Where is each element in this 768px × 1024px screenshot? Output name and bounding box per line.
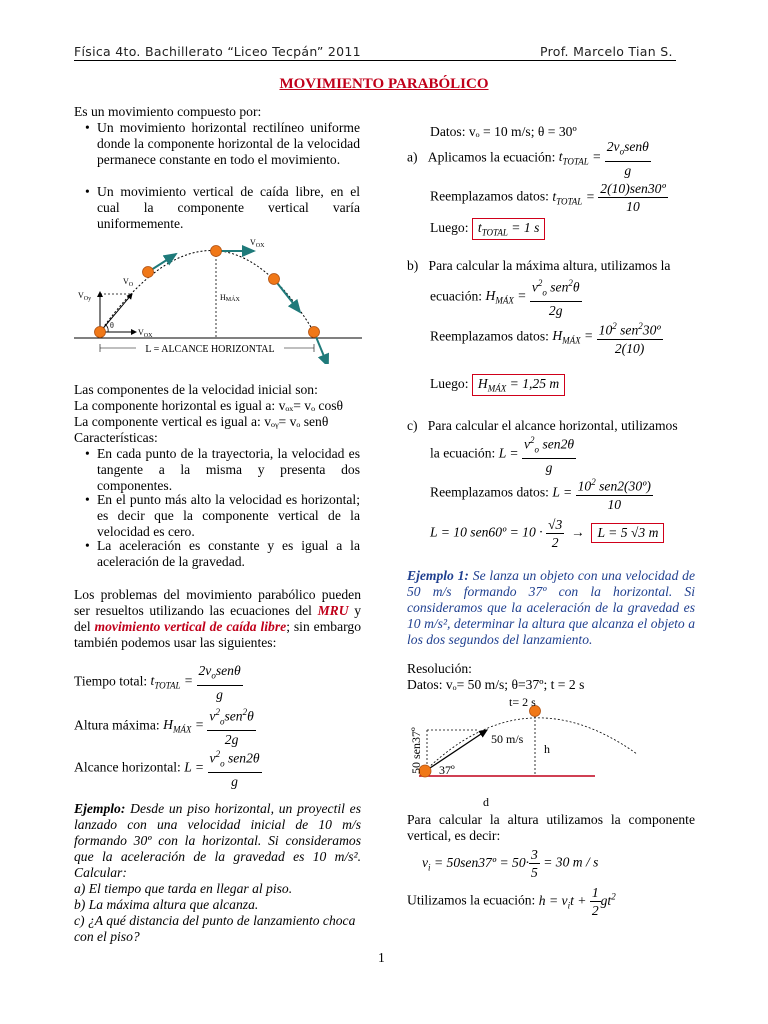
range-label: L = ALCANCE HORIZONTAL bbox=[145, 344, 275, 355]
problems-paragraph: Los problemas del movimiento parabólico pueden ser resueltos utilizando las ecuaciones del MRU y del movimiento vertical de caída libre; sin embargo también podemos usar las siguientes: bbox=[74, 587, 361, 650]
svg-text:VO: $V_O$ bbox=[123, 277, 134, 288]
part-b-text: b) Para calcular la máxima altura, utilizamos la bbox=[407, 258, 671, 273]
svg-text:VOX: $V_{OX}$ bbox=[250, 238, 265, 249]
part-c-result: L = 10 sen60º = 10 · $\frac{√3}{2}$ → L = 5 √3 m bbox=[430, 516, 664, 551]
part-a-result: Luego: $t_{TOTAL} = 1$ s bbox=[430, 218, 545, 240]
char-bullet-2: • En el punto más alto la velocidad es horizontal; es decir que la componente vertical de la velocidad es cero. bbox=[85, 492, 360, 539]
parabolic-diagram bbox=[74, 234, 364, 364]
velocity-arrow-3 bbox=[274, 279, 300, 312]
velocity-arrow bbox=[427, 730, 487, 770]
svg-text:HMÁX: HMÁX bbox=[220, 293, 240, 303]
example1-text: Ejemplo 1: Se lanza un objeto con una velocidad de 50 m/s formando 37º con la horizontal. Si consideramos que la aceleración de la gravedad es 10 m/s², determinar la altura que alcanza el objeto a los dos segundos del lanzamiento. bbox=[407, 568, 696, 647]
part-a-replace: Reemplazamos datos: $t_{TOTAL}$ = $\frac{\text{2(10)sen30º}}{10}$ bbox=[430, 181, 666, 214]
trajectory-path bbox=[425, 718, 637, 771]
svg-text:h: h bbox=[544, 742, 550, 756]
component-vertical: La componente vertical es igual a: vₒᵧ= vₒ senθ bbox=[74, 414, 329, 429]
part-b-equation: ecuación: $H_{MÁX}$ = $\frac{v^2_o sen^2\theta}{2g}$ bbox=[430, 275, 582, 319]
bullet-horizontal: • Un movimiento horizontal rectilíneo uniforme donde la componente horizontal de la velocidad permanece constante en todo el movimiento. bbox=[85, 120, 360, 167]
ball-landing bbox=[309, 327, 320, 338]
svg-text:50 m/s: 50 m/s bbox=[491, 732, 524, 746]
part-b-result: Luego: $H_{MÁX} = 1,25$ m bbox=[430, 374, 565, 396]
part-c-text: c) Para calcular el alcance horizontal, utilizamos bbox=[407, 418, 678, 433]
intro-text: Es un movimiento compuesto por: bbox=[74, 104, 262, 119]
svg-text:d: d bbox=[483, 795, 489, 809]
header-right: Prof. Marcelo Tian S. bbox=[540, 44, 673, 59]
header-left: Física 4to. Bachillerato “Liceo Tecpán” 2011 bbox=[74, 44, 361, 59]
part-a-equation: a) Aplicamos la ecuación: $t_{TOTAL}$ = $\frac{2v_osen\theta}{g}$ bbox=[407, 139, 649, 178]
ball-rising bbox=[143, 267, 154, 278]
theta-label: θ bbox=[110, 321, 114, 330]
eq-total-time: Tiempo total: $t_{TOTAL}$ = $\frac{2v_osen\theta}{g}$ bbox=[74, 663, 241, 702]
ball-top bbox=[211, 246, 222, 257]
part-c-equation: la ecuación: L = $\frac{v^2_o sen2\theta}{g}$ bbox=[430, 432, 576, 476]
resolution-title: Resolución: bbox=[407, 661, 472, 676]
question-c: c) ¿A qué distancia del punto de lanzamiento choca con el piso? bbox=[74, 913, 356, 944]
header-divider bbox=[74, 60, 676, 61]
example-text: Ejemplo: Desde un piso horizontal, un proyectil es lanzado con una velocidad inicial de 10 m/s formando 30º con la horizontal. Si consideramos que la aceleración de la gravedad es 10 m/s². Calcular: bbox=[74, 801, 362, 880]
question-b: b) La máxima altura que alcanza. bbox=[74, 897, 259, 912]
components-title: Las componentes de la velocidad inicial son: bbox=[74, 382, 318, 397]
example1-diagram bbox=[407, 694, 667, 812]
part-c-replace: Reemplazamos datos: L = $\frac{10^2 sen2(30º)}{10}$ bbox=[430, 474, 653, 513]
svg-text:t= 2 s: t= 2 s bbox=[509, 695, 536, 709]
h-equation: Utilizamos la ecuación: $h = v_it$ + $\frac{1}{2}$ $gt^2$ bbox=[407, 885, 616, 918]
svg-text:50 sen37º: 50 sen37º bbox=[409, 727, 423, 774]
bullet-vertical: • Un movimiento vertical de caída libre, en el cual la componente vertical varía uniformemente. bbox=[85, 184, 360, 231]
datos-text: Datos: vₒ = 10 m/s; θ = 30º bbox=[430, 124, 577, 139]
page-number: 1 bbox=[378, 950, 385, 965]
char-bullet-3: • La aceleración es constante y es igual a la aceleración de la gravedad. bbox=[85, 538, 360, 569]
page-title: MOVIMIENTO PARABÓLICO bbox=[279, 76, 489, 92]
ball-launch bbox=[95, 327, 106, 338]
datos2-text: Datos: vₒ= 50 m/s; θ=37º; t = 2 s bbox=[407, 677, 585, 692]
eq-range: Alcance horizontal: L = $\frac{v^2_o sen2\theta}{g}$ bbox=[74, 746, 262, 790]
question-a: a) El tiempo que tarda en llegar al piso. bbox=[74, 881, 293, 896]
svg-text:VOX: $V_{OX}$ bbox=[138, 328, 153, 339]
component-horizontal: La componente horizontal es igual a: vₒₓ= vₒ cosθ bbox=[74, 398, 344, 413]
ball-falling bbox=[269, 274, 280, 285]
vo-arrow bbox=[100, 294, 132, 332]
svg-text:37º: 37º bbox=[439, 763, 455, 777]
characteristics-title: Características: bbox=[74, 430, 158, 445]
trajectory-path bbox=[100, 251, 314, 333]
svg-text:VOy: $V_{Oy}$ bbox=[78, 291, 92, 302]
char-bullet-1: • En cada punto de la trayectoria, la velocidad es tangente a la misma y presenta dos componentes. bbox=[85, 446, 360, 493]
vi-equation: $v_i$ = 50sen37º = 50· $\frac{3}{5}$ = 30 m / s bbox=[422, 847, 599, 880]
eq-max-height: Altura máxima: $H_{MÁX}$ = $\frac{v^2_osen^2\theta}{2g}$ bbox=[74, 704, 256, 748]
part-b-replace: Reemplazamos datos: $H_{MÁX}$ = $\frac{10^2 sen^230º}{2(10)}$ bbox=[430, 318, 663, 357]
altura-text: Para calcular la altura utilizamos la componente vertical, es decir: bbox=[407, 812, 695, 843]
